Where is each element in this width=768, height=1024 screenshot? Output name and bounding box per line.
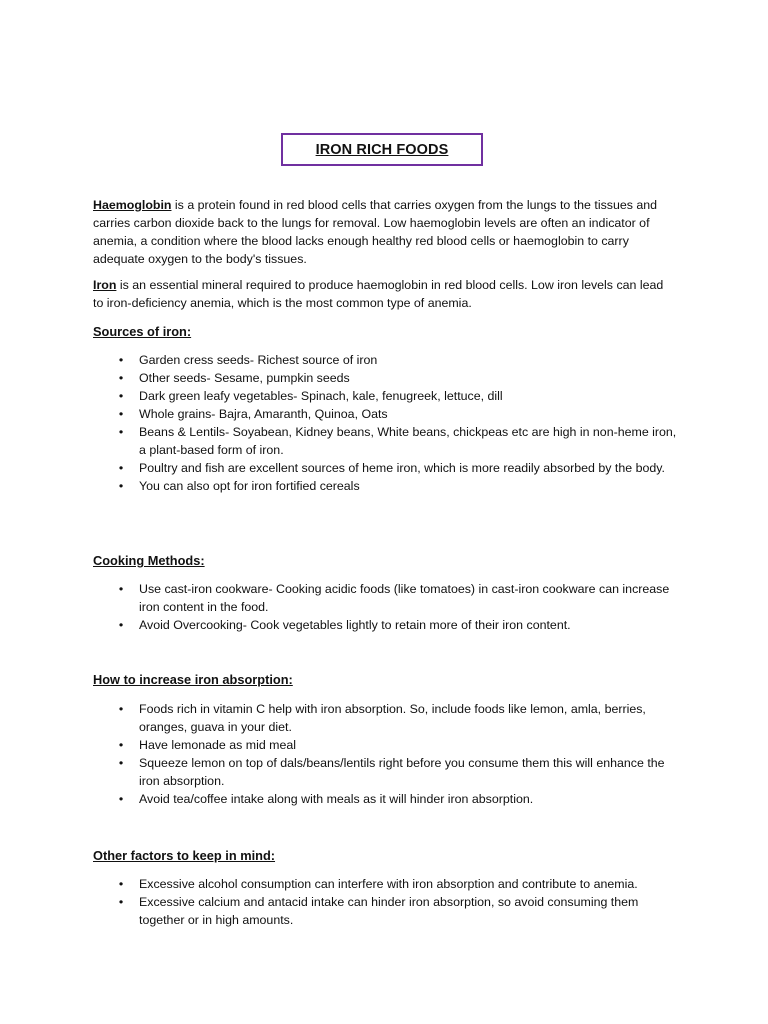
bullet-icon: • — [118, 371, 124, 385]
list-item: • Poultry and fish are excellent sources of heme iron, which is more readily absorbed by the body. — [93, 459, 678, 477]
other-factors-list — [93, 875, 678, 929]
bullet-icon: • — [118, 407, 124, 421]
list-item: • Avoid tea/coffee intake along with meals as it will hinder iron absorption. — [93, 790, 678, 808]
bullet-icon: • — [118, 353, 124, 367]
document-title: IRON RICH FOODS — [315, 141, 449, 158]
absorption-heading: How to increase iron absorption: — [93, 672, 293, 687]
list-item: • Excessive calcium and antacid intake can hinder iron absorption, so avoid consuming them together or in high amounts. — [93, 893, 678, 929]
list-item: • Beans & Lentils- Soyabean, Kidney beans, White beans, chickpeas etc are high in non-heme iron, a plant-based form of iron. — [93, 423, 678, 459]
list-item: • Foods rich in vitamin C help with iron absorption. So, include foods like lemon, amla, berries, oranges, guava in your diet. — [93, 700, 678, 736]
bullet-icon: • — [118, 479, 124, 493]
iron-paragraph — [93, 276, 673, 312]
title-box — [281, 133, 483, 166]
bullet-icon: • — [118, 618, 124, 632]
list-item: • Excessive alcohol consumption can interfere with iron absorption and contribute to anemia. — [93, 875, 678, 893]
bullet-icon: • — [118, 756, 124, 770]
cooking-list — [93, 580, 678, 634]
list-item: • Other seeds- Sesame, pumpkin seeds — [93, 369, 678, 387]
bullet-icon: • — [118, 738, 124, 752]
bullet-icon: • — [118, 425, 124, 439]
bullet-icon: • — [118, 877, 124, 891]
list-item: • Whole grains- Bajra, Amaranth, Quinoa, Oats — [93, 405, 678, 423]
bullet-icon: • — [118, 582, 124, 596]
bullet-icon: • — [118, 389, 124, 403]
haemoglobin-text: is a protein found in red blood cells that carries oxygen from the lungs to the tissues and carries carbon dioxide back to the lungs for removal. Low haemoglobin levels are often an indicator of anemia, a condition where the blood lacks enough healthy red blood cells or haemoglobin to carry adequate oxygen to the body's tissues. — [93, 198, 658, 266]
list-item: • Squeeze lemon on top of dals/beans/lentils right before you consume them this will enhance the iron absorption. — [93, 754, 678, 790]
list-item: • Have lemonade as mid meal — [93, 736, 678, 754]
sources-list — [93, 351, 678, 495]
bullet-icon: • — [118, 895, 124, 909]
iron-term: Iron — [93, 278, 117, 292]
list-item: • Garden cress seeds- Richest source of iron — [93, 351, 678, 369]
bullet-icon: • — [118, 792, 124, 806]
iron-text: is an essential mineral required to produce haemoglobin in red blood cells. Low iron levels can lead to iron-deficiency anemia, which is the most common type of anemia. — [93, 278, 664, 310]
absorption-list — [93, 700, 678, 808]
list-item: • You can also opt for iron fortified cereals — [93, 477, 678, 495]
list-item: • Dark green leafy vegetables- Spinach, kale, fenugreek, lettuce, dill — [93, 387, 678, 405]
sources-heading: Sources of iron: — [93, 324, 192, 339]
cooking-heading: Cooking Methods: — [93, 553, 205, 568]
bullet-icon: • — [118, 461, 124, 475]
bullet-icon: • — [118, 702, 124, 716]
other-factors-heading: Other factors to keep in mind: — [93, 848, 276, 863]
haemoglobin-paragraph — [93, 196, 673, 268]
haemoglobin-term: Haemoglobin — [93, 198, 172, 212]
list-item: • Use cast-iron cookware- Cooking acidic foods (like tomatoes) in cast-iron cookware can increase iron content in the food. — [93, 580, 678, 616]
list-item: • Avoid Overcooking- Cook vegetables lightly to retain more of their iron content. — [93, 616, 678, 634]
